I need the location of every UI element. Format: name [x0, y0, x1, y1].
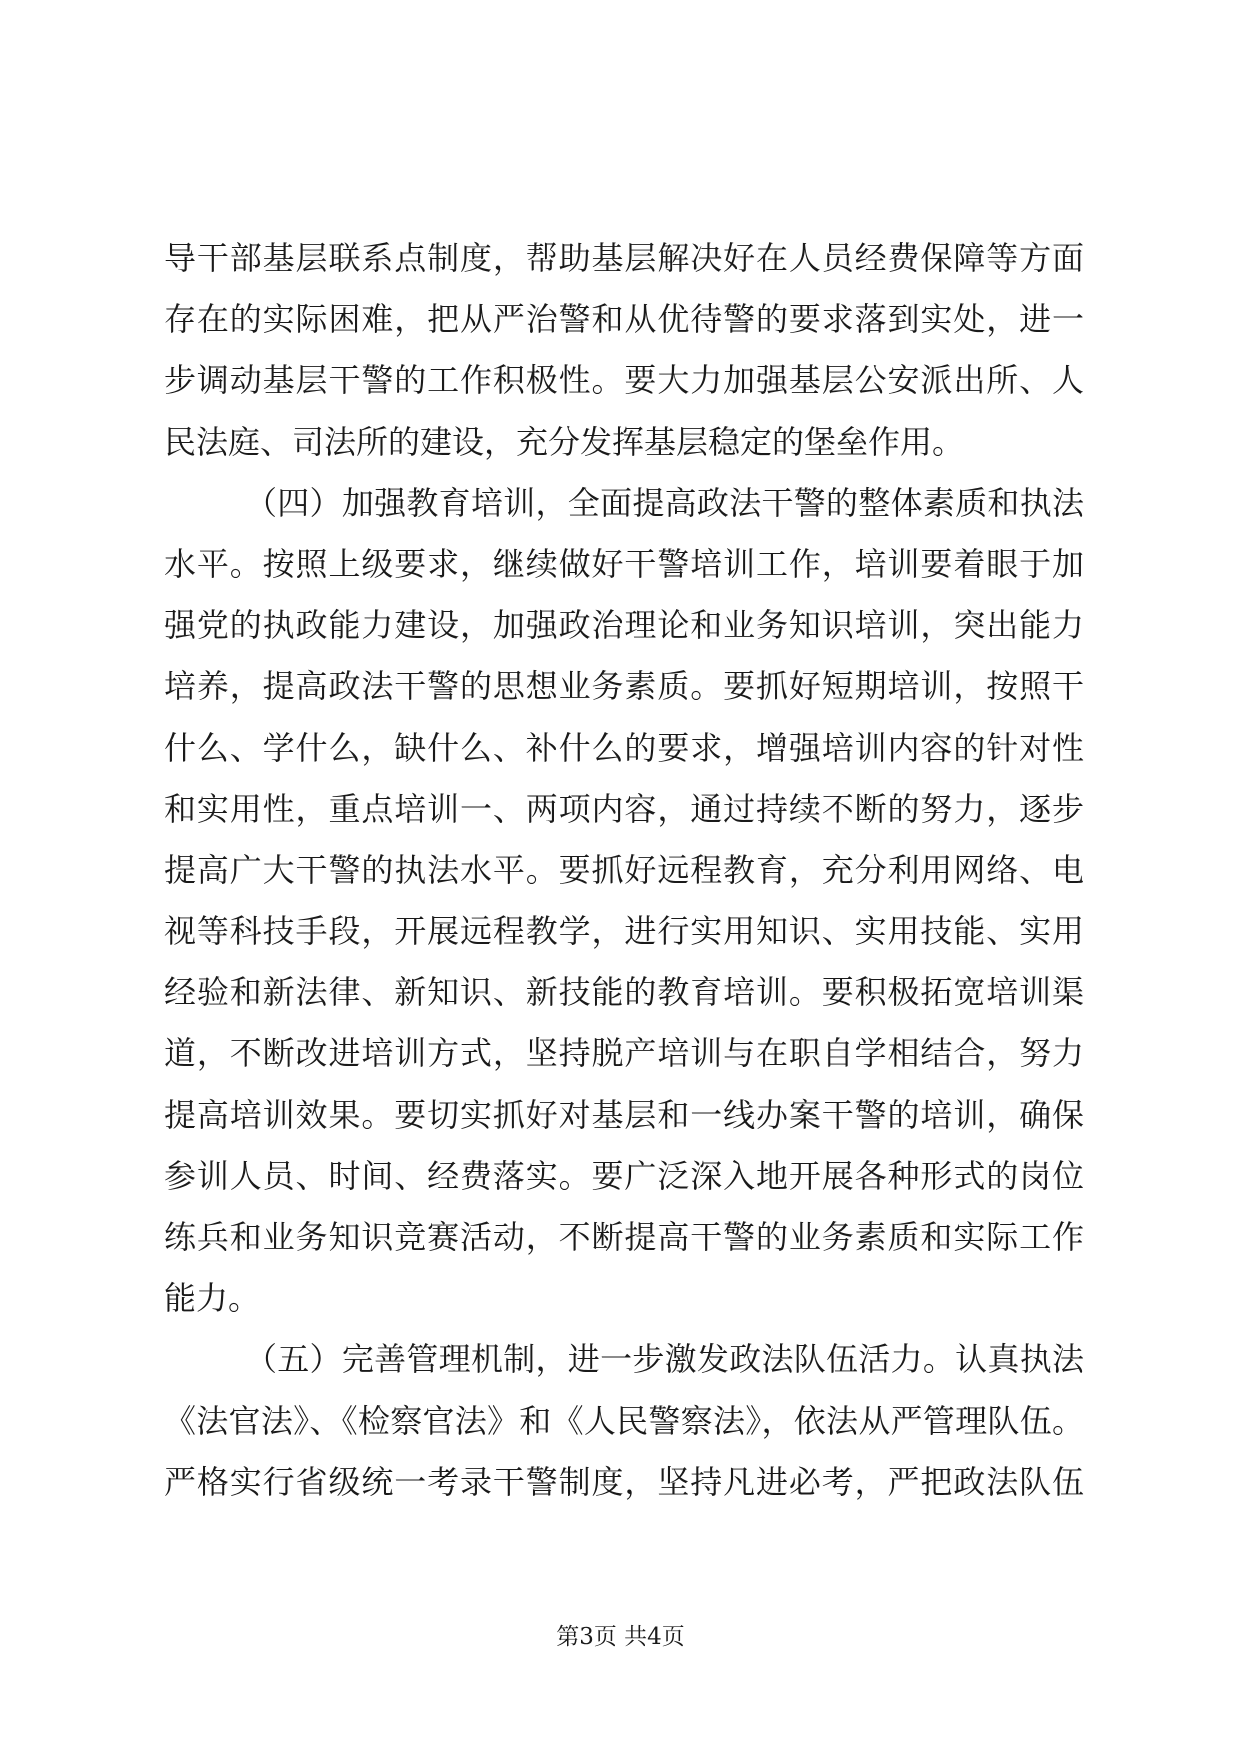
section-heading-line: （四）加强教育培训，全面提高政法干警的整体素质和执法 — [245, 483, 1084, 522]
text-line: 严格实行省级统一考录干警制度，坚持凡进必考，严把政法队伍 — [164, 1462, 1084, 1501]
text-line: 存在的实际困难，把从严治警和从优待警的要求落到实处，进一 — [164, 300, 1084, 339]
text-line: 提高广大干警的执法水平。要抓好远程教育，充分利用网络、电 — [164, 850, 1084, 889]
text-line: 什么、学什么，缺什么、补什么的要求，增强培训内容的针对性 — [164, 728, 1084, 767]
text-line: 步调动基层干警的工作积极性。要大力加强基层公安派出所、人 — [164, 361, 1084, 400]
body-text — [164, 228, 1084, 1513]
text-line: 能力。 — [164, 1279, 261, 1318]
text-line: 导干部基层联系点制度，帮助基层解决好在人员经费保障等方面 — [164, 239, 1084, 277]
section-heading-line: （五）完善管理机制，进一步激发政法队伍活力。认真执法 — [245, 1340, 1084, 1379]
text-line: 练兵和业务知识竞赛活动，不断提高干警的业务素质和实际工作 — [164, 1218, 1084, 1256]
text-line: 道，不断改进培训方式，坚持脱产培训与在职自学相结合，努力 — [164, 1034, 1084, 1073]
text-line: 强党的执政能力建设，加强政治理论和业务知识培训，突出能力 — [164, 606, 1084, 645]
text-line: 民法庭、司法所的建设，充分发挥基层稳定的堡垒作用。 — [164, 422, 965, 461]
text-line: 提高培训效果。要切实抓好对基层和一线办案干警的培训，确保 — [164, 1095, 1084, 1134]
text-line: 《法官法》、《检察官法》和《人民警察法》，依法从严管理队伍。 — [164, 1401, 1084, 1440]
text-line: 参训人员、时间、经费落实。要广泛深入地开展各种形式的岗位 — [164, 1156, 1084, 1195]
text-line: 培养，提高政法干警的思想业务素质。要抓好短期培训，按照干 — [164, 667, 1084, 706]
text-line: 视等科技手段，开展远程教学，进行实用知识、实用技能、实用 — [164, 912, 1084, 951]
text-line: 水平。按照上级要求，继续做好干警培训工作，培训要着眼于加 — [164, 544, 1084, 583]
text-line: 和实用性，重点培训一、两项内容，通过持续不断的努力，逐步 — [164, 789, 1084, 828]
page-number-footer: 第3页 共4页 — [556, 1624, 685, 1650]
text-line: 经验和新法律、新知识、新技能的教育培训。要积极拓宽培训渠 — [164, 973, 1084, 1012]
